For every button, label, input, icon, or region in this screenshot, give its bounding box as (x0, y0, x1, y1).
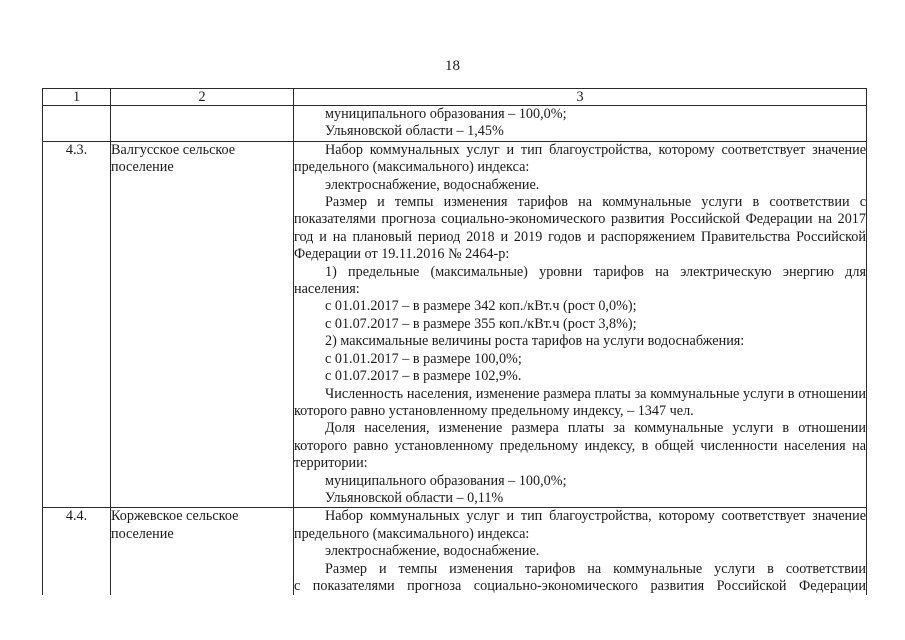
row-4-3-paragraph-8: с 01.01.2017 – в размере 100,0%; (325, 350, 522, 367)
row-4-3-paragraph-1: Набор коммунальных услуг и тип благоустройства, которому соответствует значение предельного (максимального) индекса: (294, 141, 866, 176)
row-4-3-paragraph-10: Численность населения, изменение размера платы за коммунальные услуги в отношении которого равно установленному предельному индексу, – 1347 чел. (294, 385, 866, 419)
row-4-3-paragraph-12: муниципального образования – 100,0%; (325, 472, 567, 489)
row-4-4-description (294, 508, 867, 596)
continuation-line-1: муниципального образования – 100,0%; (325, 106, 567, 122)
header-col-3: 3 (294, 89, 867, 106)
table-row-continuation (43, 106, 867, 142)
row-4-4-number: 4.4. (43, 508, 111, 596)
row-4-4-paragraph-1: Набор коммунальных услуг и тип благоустройства, которому соответствует значение предельного (максимального) индекса: (294, 508, 866, 542)
continuation-text-cell (294, 106, 867, 142)
page-number: 18 (445, 58, 460, 74)
continuation-num-cell (43, 106, 111, 142)
row-4-3-paragraph-6: с 01.07.2017 – в размере 355 коп./кВт.ч (рост 3,8%); (325, 315, 637, 332)
continuation-line-2: Ульяновской области – 1,45% (325, 123, 504, 140)
row-4-3-paragraph-9: с 01.07.2017 – в размере 102,9%. (325, 368, 522, 385)
row-4-3-paragraph-2: электроснабжение, водоснабжение. (325, 176, 540, 193)
row-4-3-settlement-name: Валгусское сельское поселение (111, 141, 294, 508)
row-4-4-paragraph-2: электроснабжение, водоснабжение. (325, 543, 540, 560)
row-4-4-paragraph-3-line-1: Размер и темпы изменения тарифов на коммунальные услуги в соответствии (325, 560, 866, 577)
header-col-1: 1 (43, 89, 111, 106)
row-4-3-description (294, 141, 867, 508)
row-4-3-paragraph-11: Доля населения, изменение размера платы за коммунальные услуги в отношении которого равно установленному предельному индексу, в общей численности населения на территории: (294, 420, 866, 472)
row-4-4-settlement-name: Коржевское сельское поселение (111, 508, 294, 596)
table-header-row (43, 89, 867, 106)
row-4-3-number: 4.3. (43, 141, 111, 508)
table-row-4-4 (43, 508, 867, 596)
row-4-3-paragraph-3: Размер и темпы изменения тарифов на коммунальные услуги в соответствии с показателями прогноза социально-экономического развития Российской Федерации на 2017 год и на плановый период 2018 и 2019 годов и распоряжением Правительства Российской Федерации от 19.11.2016 № 2464-р: (294, 194, 866, 263)
row-4-4-paragraph-3-line-2: с показателями прогноза социально-экономического развития Российской Федерации (294, 577, 866, 594)
tariff-table (42, 88, 867, 595)
row-4-3-paragraph-13: Ульяновской области – 0,11% (325, 489, 504, 506)
row-4-3-paragraph-7: 2) максимальные величины роста тарифов на услуги водоснабжения: (325, 333, 745, 350)
row-4-3-paragraph-4: 1) предельные (максимальные) уровни тарифов на электрическую энергию для населения: (294, 263, 866, 298)
continuation-name-cell (111, 106, 294, 142)
header-col-2: 2 (111, 89, 294, 106)
table-row-4-3 (43, 141, 867, 508)
row-4-3-paragraph-5: с 01.01.2017 – в размере 342 коп./кВт.ч (рост 0,0%); (325, 298, 637, 315)
